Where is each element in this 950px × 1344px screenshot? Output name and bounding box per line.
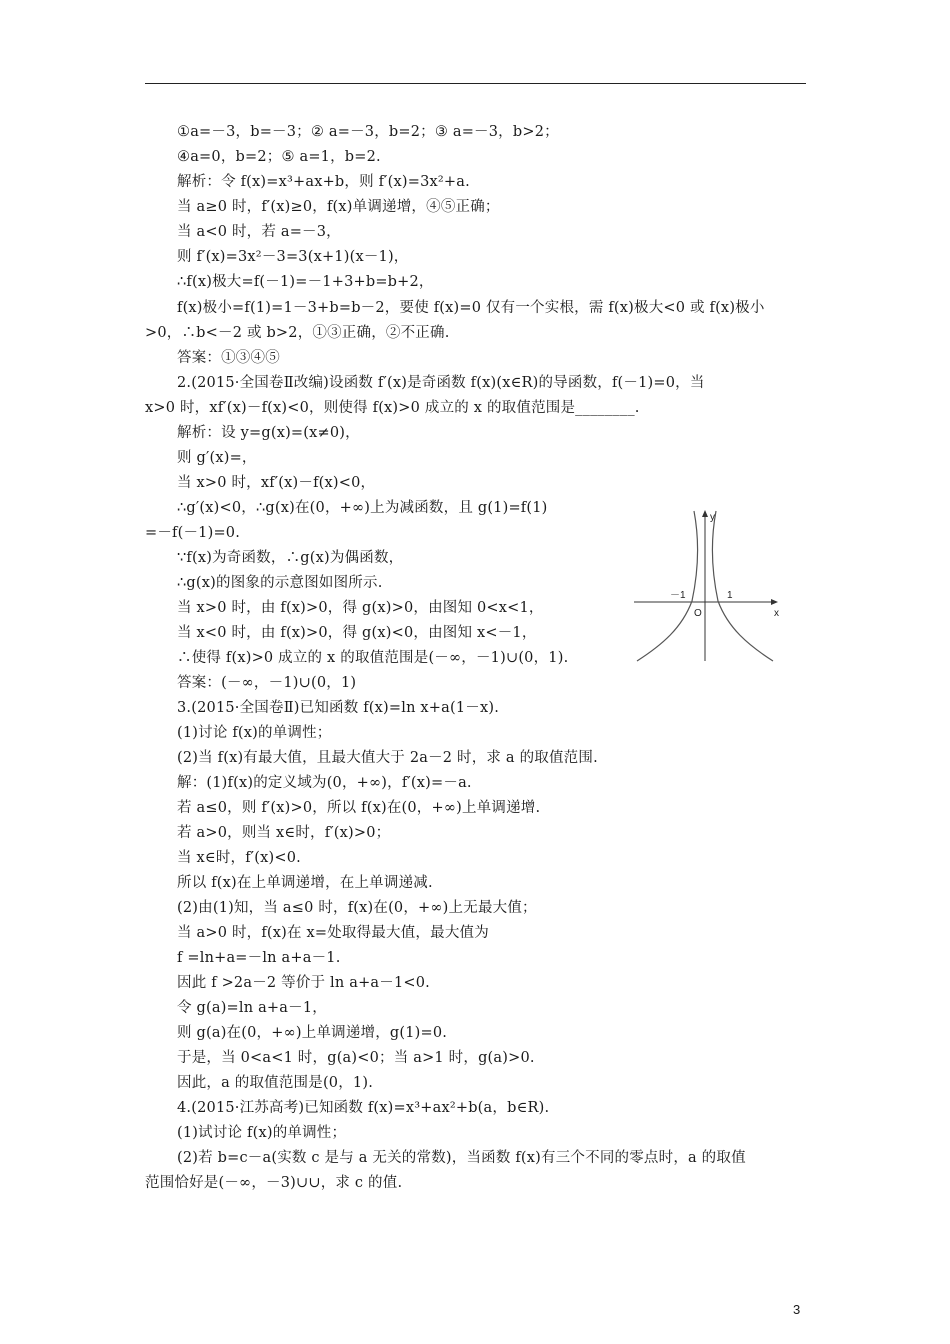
- y-axis-arrow: [702, 510, 708, 517]
- text-line: 若 a≤0，则 f′(x)>0，所以 f(x)在(0，+∞)上单调递增.: [177, 800, 541, 816]
- text-line: 则 g′(x)=，: [177, 450, 257, 466]
- text-line: (2)由(1)知，当 a≤0 时，f(x)在(0，+∞)上无最大值；: [177, 900, 537, 916]
- text-line: 解：(1)f(x)的定义域为(0，+∞)，f′(x)=－a.: [177, 775, 472, 791]
- text-line: 当 x>0 时，由 f(x)>0，得 g(x)>0，由图知 0<x<1，: [177, 600, 544, 616]
- answer-line: 答案：①③④⑤: [177, 350, 280, 366]
- text-line: 因此，a 的取值范围是(0，1).: [177, 1075, 374, 1091]
- text-line: 所以 f(x)在上单调递增，在上单调递减.: [177, 875, 433, 891]
- text-line: 因此 f >2a－2 等价于 ln a+a－1<0.: [177, 975, 430, 991]
- text-line: =－f(－1)=0.: [145, 525, 241, 541]
- text-line: ∴g(x)的图象的示意图如图所示.: [177, 575, 383, 591]
- x-axis-label: x: [774, 608, 779, 619]
- text-line: 当 a≥0 时，f′(x)≥0，f(x)单调递增，④⑤正确；: [177, 199, 500, 215]
- graph-figure: [632, 503, 784, 663]
- header-rule: [145, 83, 806, 84]
- text-line: 范围恰好是(－∞，－3)∪∪，求 c 的值.: [145, 1175, 403, 1191]
- tick-label-neg-one: －1: [670, 590, 686, 601]
- text-line: ∴使得 f(x)>0 成立的 x 的取值范围是(－∞，－1)∪(0，1).: [177, 650, 569, 666]
- origin-label: O: [694, 608, 702, 619]
- problem-line: x>0 时，xf′(x)－f(x)<0，则使得 f(x)>0 成立的 x 的取值范围是________.: [145, 400, 640, 416]
- y-axis-label: y: [710, 512, 715, 523]
- text-line: >0，∴b<－2 或 b>2，①③正确，②不正确.: [145, 325, 450, 341]
- text-line: (2)若 b=c－a(实数 c 是与 a 无关的常数)，当函数 f(x)有三个不同的零点时，a 的取值: [177, 1150, 746, 1166]
- text-line: ④a=0，b=2；⑤ a=1，b=2.: [177, 149, 381, 165]
- text-line: ∵f(x)为奇函数，∴g(x)为偶函数，: [177, 550, 404, 566]
- text-line: 当 x>0 时，xf′(x)－f(x)<0，: [177, 475, 376, 491]
- text-line: 则 g(a)在(0，+∞)上单调递增，g(1)=0.: [177, 1025, 448, 1041]
- text-line: (2)当 f(x)有最大值，且最大值大于 2a－2 时，求 a 的取值范围.: [177, 750, 598, 766]
- text-line: (1)讨论 f(x)的单调性；: [177, 725, 332, 741]
- problem-line: 4.(2015·江苏高考)已知函数 f(x)=x³+ax²+b(a，b∈R).: [177, 1100, 550, 1116]
- text-line: 令 g(a)=ln a+a－1，: [177, 1000, 327, 1016]
- text-line: 当 x<0 时，由 f(x)>0，得 g(x)<0，由图知 x<－1，: [177, 625, 537, 641]
- text-line: ①a=－3，b=－3；② a=－3，b=2；③ a=－3，b>2；: [177, 124, 559, 140]
- text-line: (1)试讨论 f(x)的单调性；: [177, 1125, 347, 1141]
- text-line: 若 a>0，则当 x∈时，f′(x)>0；: [177, 825, 391, 841]
- text-line: ∴f(x)极大=f(－1)=－1+3+b=b+2，: [177, 274, 434, 290]
- answer-line: 答案：(－∞，－1)∪(0，1): [177, 675, 357, 691]
- text-line: ∴g′(x)<0，∴g(x)在(0，+∞)上为减函数，且 g(1)=f(1): [177, 500, 548, 516]
- x-axis-arrow: [771, 599, 778, 605]
- problem-line: 2.(2015·全国卷Ⅱ改编)设函数 f′(x)是奇函数 f(x)(x∈R)的导函数，f(－1)=0，当: [177, 375, 705, 391]
- text-line: 解析：设 y=g(x)=(x≠0)，: [177, 425, 360, 441]
- text-line: 当 a<0 时，若 a=－3，: [177, 224, 341, 240]
- text-line: 当 x∈时，f′(x)<0.: [177, 850, 301, 866]
- text-line: 则 f′(x)=3x²－3=3(x+1)(x－1)，: [177, 249, 409, 265]
- text-line: f(x)极小=f(1)=1－3+b=b－2，要使 f(x)=0 仅有一个实根，需 f(x)极大<0 或 f(x)极小: [177, 300, 765, 316]
- text-line: f =ln+a=－ln a+a－1.: [177, 950, 341, 966]
- text-line: 解析：令 f(x)=x³+ax+b，则 f′(x)=3x²+a.: [177, 174, 470, 190]
- left-curve: [637, 511, 698, 661]
- right-curve: [712, 511, 773, 661]
- tick-label-one: 1: [727, 590, 733, 601]
- text-line: 于是，当 0<a<1 时，g(a)<0；当 a>1 时，g(a)>0.: [177, 1050, 535, 1066]
- page-number: 3: [793, 1302, 801, 1317]
- problem-line: 3.(2015·全国卷Ⅱ)已知函数 f(x)=ln x+a(1－x).: [177, 700, 500, 716]
- text-line: 当 a>0 时，f(x)在 x=处取得最大值，最大值为: [177, 925, 489, 941]
